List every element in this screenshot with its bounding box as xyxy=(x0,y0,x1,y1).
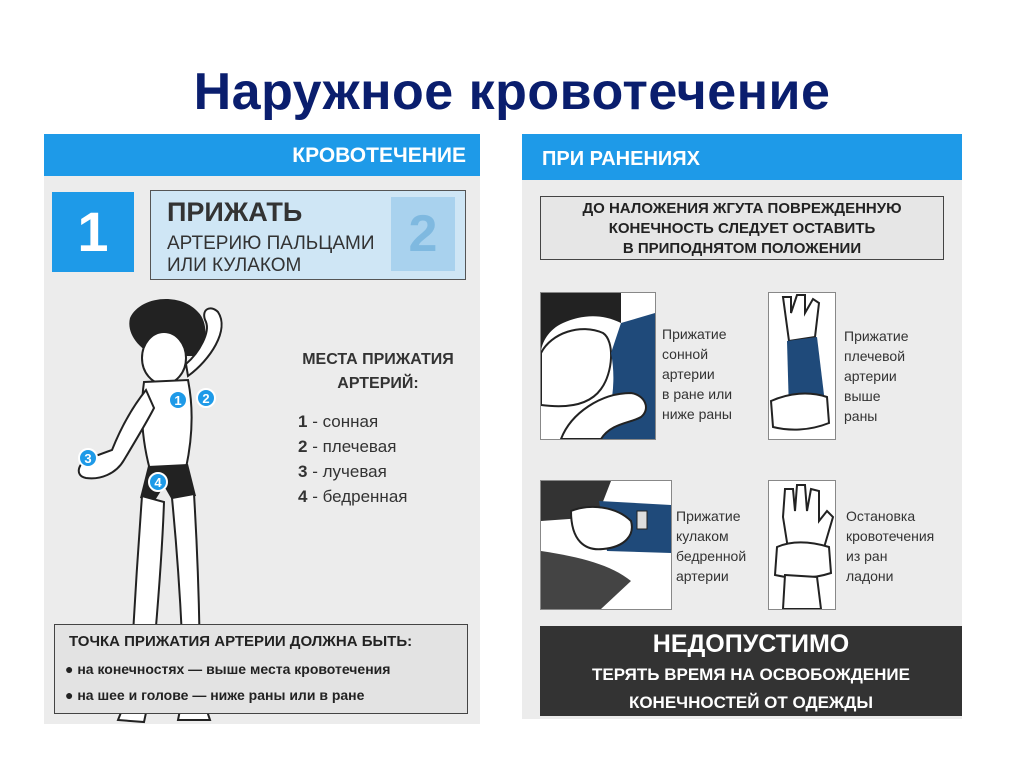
marker-2-label: 2 xyxy=(202,391,210,406)
action-line-1: АРТЕРИЮ ПАЛЬЦАМИ xyxy=(167,233,375,254)
caption-line: Прижатие xyxy=(844,328,909,344)
marker-2-icon xyxy=(197,389,215,407)
action-line-2: ИЛИ КУЛАКОМ xyxy=(167,255,302,276)
warning-box xyxy=(540,196,944,260)
place-number: 2 xyxy=(298,437,308,456)
caption-line: в ране или xyxy=(662,386,733,402)
page-title: Наружное кровотечение xyxy=(193,63,831,121)
ghost-step-badge: 2 xyxy=(391,197,455,271)
caption-line: артерии xyxy=(662,366,715,382)
caption-line: выше xyxy=(844,388,881,404)
femoral-press-image xyxy=(540,480,672,610)
action-title: ПРИЖАТЬ xyxy=(167,197,303,227)
place-number: 1 xyxy=(298,412,308,431)
prohibited-title: НЕДОПУСТИМО xyxy=(652,630,850,658)
warning-line-2: КОНЕЧНОСТЬ СЛЕДУЕТ ОСТАВИТЬ xyxy=(608,220,876,237)
caption-femoral xyxy=(676,506,746,586)
caption-line: бедренной xyxy=(676,548,747,564)
caption-brachial xyxy=(844,326,909,426)
caption-line: Прижатие xyxy=(676,508,741,524)
caption-line: Прижатие xyxy=(662,326,727,342)
caption-line: ладони xyxy=(846,568,894,584)
caption-line: плечевой xyxy=(844,348,906,364)
marker-4-icon xyxy=(149,473,167,491)
note-item: ● на шее и голове — ниже раны или в ране xyxy=(65,687,365,703)
places-title-line-1: МЕСТА ПРИЖАТИЯ xyxy=(302,351,454,368)
place-label: - сонная xyxy=(312,412,379,431)
prohibited-line-1: ТЕРЯТЬ ВРЕМЯ НА ОСВОБОЖДЕНИЕ xyxy=(592,665,910,684)
note-item: ● на конечностях — выше места кровотечения xyxy=(65,661,391,677)
caption-line: артерии xyxy=(844,368,897,384)
caption-line: сонной xyxy=(662,346,709,362)
caption-line: Остановка xyxy=(846,508,916,524)
places-title-line-2: АРТЕРИЙ: xyxy=(337,375,419,392)
caption-line: кровотечения xyxy=(846,528,935,544)
place-label: - лучевая xyxy=(312,462,387,481)
note-box xyxy=(54,624,468,714)
place-label: - плечевая xyxy=(312,437,397,456)
step-number-badge: 1 xyxy=(52,192,134,272)
carotid-press-image xyxy=(540,292,656,440)
caption-carotid xyxy=(662,324,732,424)
right-panel xyxy=(522,134,962,719)
places-title xyxy=(278,348,478,396)
caption-line: ниже раны xyxy=(662,406,732,422)
place-number: 4 xyxy=(298,487,308,506)
caption-line: раны xyxy=(844,408,878,424)
place-label: - бедренная xyxy=(312,487,408,506)
action-box xyxy=(150,190,466,280)
list-item xyxy=(298,462,407,487)
palm-press-image xyxy=(768,480,836,610)
places-list xyxy=(298,412,407,512)
marker-1-label: 1 xyxy=(174,393,182,408)
marker-3-label: 3 xyxy=(84,451,92,466)
prohibited-line-2: КОНЕЧНОСТЕЙ ОТ ОДЕЖДЫ xyxy=(628,693,874,712)
marker-4-label: 4 xyxy=(154,475,162,490)
caption-line: из ран xyxy=(846,548,888,564)
list-item xyxy=(298,412,407,437)
warning-line-1: ДО НАЛОЖЕНИЯ ЖГУТА ПОВРЕЖДЕННУЮ xyxy=(582,200,902,217)
caption-line: артерии xyxy=(676,568,729,584)
caption-line: кулаком xyxy=(676,528,729,544)
marker-1-icon xyxy=(169,391,187,409)
brachial-press-image xyxy=(768,292,836,440)
prohibited-banner xyxy=(540,626,962,716)
list-item xyxy=(298,487,407,512)
place-number: 3 xyxy=(298,462,308,481)
warning-line-3: В ПРИПОДНЯТОМ ПОЛОЖЕНИИ xyxy=(622,240,862,257)
marker-3-icon xyxy=(79,449,97,467)
left-panel xyxy=(44,134,480,724)
caption-palm xyxy=(846,506,934,586)
left-panel-header: КРОВОТЕЧЕНИЕ xyxy=(44,134,480,176)
note-title: ТОЧКА ПРИЖАТИЯ АРТЕРИИ ДОЛЖНА БЫТЬ: xyxy=(69,633,413,650)
list-item xyxy=(298,437,407,462)
right-panel-header: ПРИ РАНЕНИЯХ xyxy=(522,134,962,180)
